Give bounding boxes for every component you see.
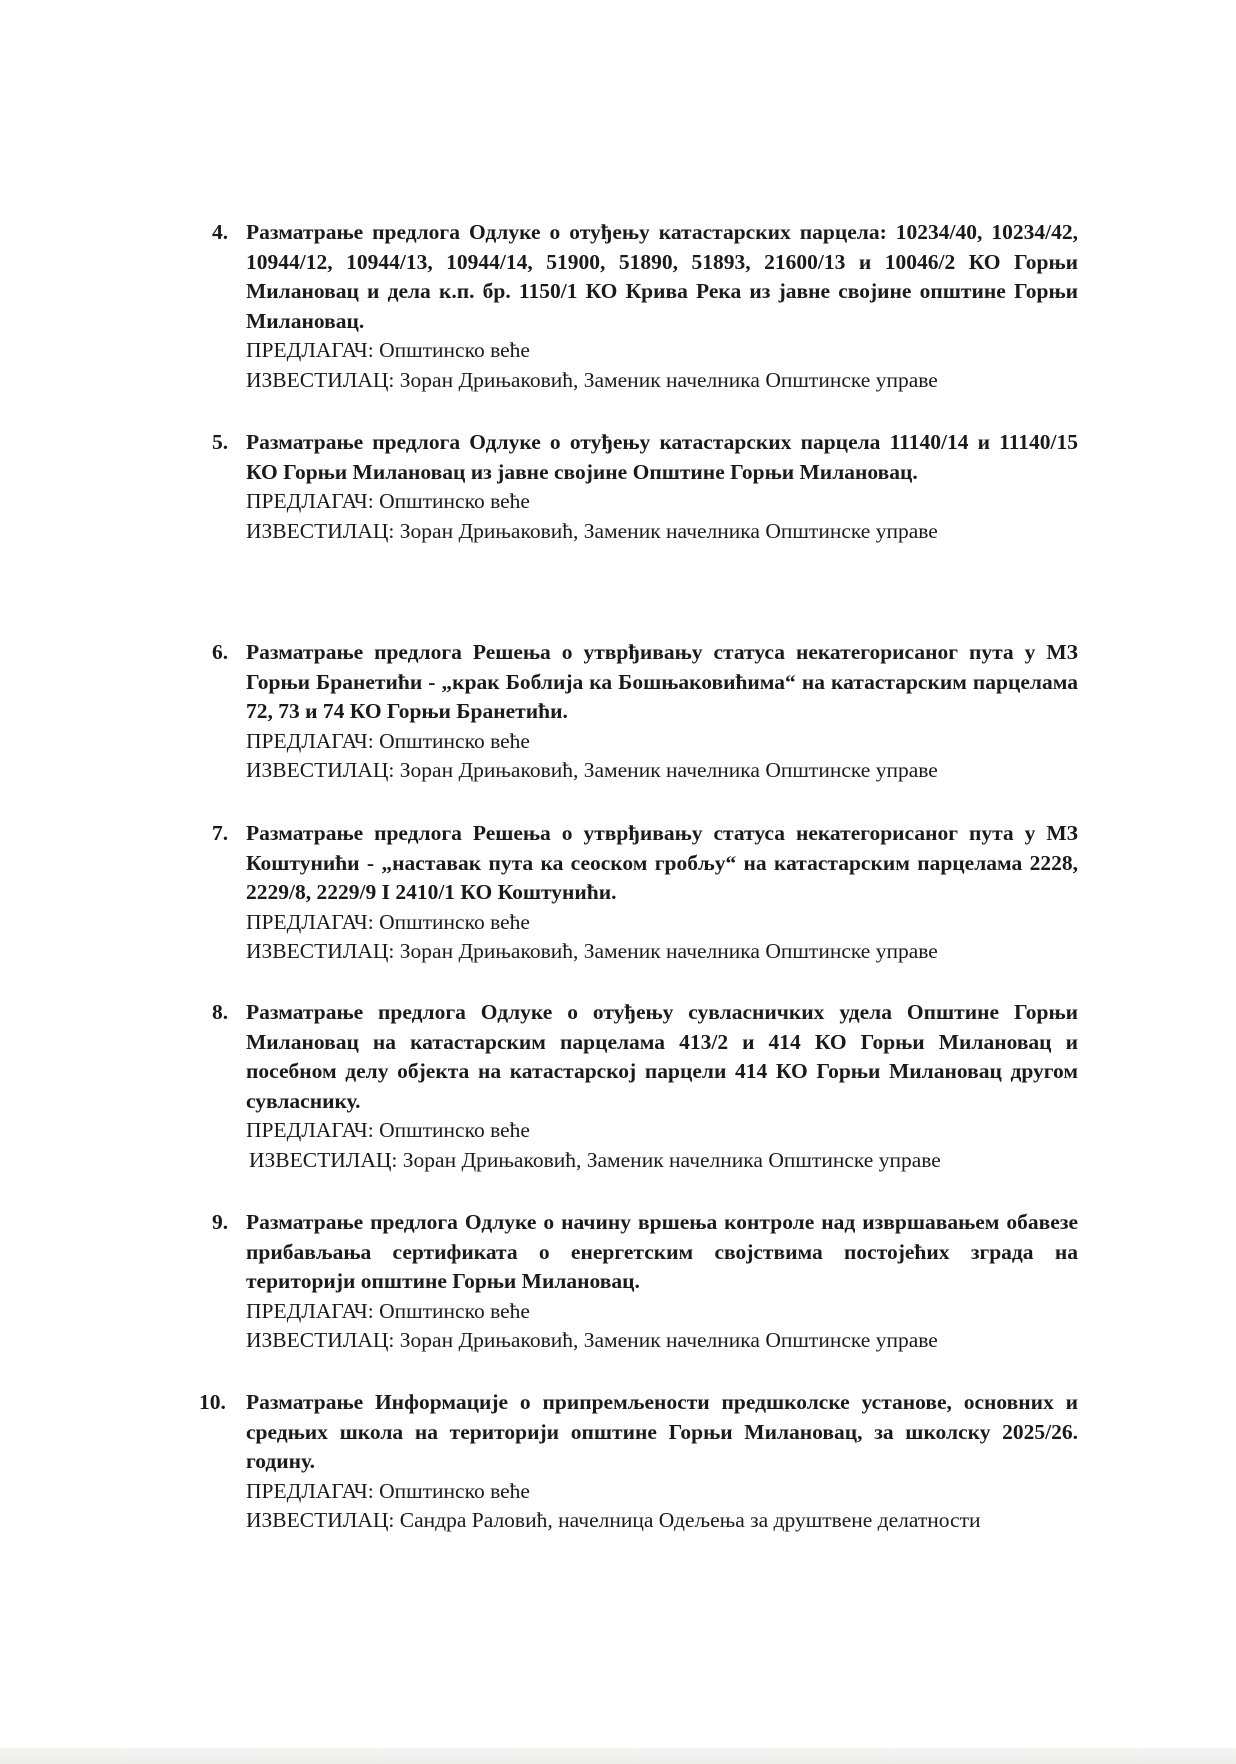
agenda-item-10 <box>199 1388 1078 1536</box>
agenda-item-proposer: ПРЕДЛАГАЧ: Општинско веће <box>246 1478 530 1503</box>
scan-bottom-edge <box>0 1748 1236 1764</box>
agenda-item-number: 8. <box>212 1000 229 1024</box>
agenda-item-rapporteur: ИЗВЕСТИЛАЦ: Сандра Раловић, начелница Одељења за друштвене делатности <box>246 1508 981 1532</box>
agenda-item-number: 10. <box>199 1390 226 1414</box>
agenda-item-proposer: ПРЕДЛАГАЧ: Општинско веће <box>246 909 530 934</box>
agenda-item-proposer: ПРЕДЛАГАЧ: Општинско веће <box>246 338 530 362</box>
agenda-item-8 <box>212 998 1078 1175</box>
agenda-item-7 <box>212 819 1078 967</box>
agenda-item-number: 5. <box>212 430 229 454</box>
agenda-item-title: Разматрање предлога Одлуке о отуђењу катастарских парцела 11140/14 и 11140/15 КО Горњи Милановац из јавне својине Општине Горњи Милановац. <box>246 430 1078 484</box>
agenda-item-proposer: ПРЕДЛАГАЧ: Општинско веће <box>246 728 530 753</box>
agenda-item-6 <box>212 638 1078 786</box>
agenda-item-number: 9. <box>212 1210 229 1234</box>
agenda-item-rapporteur: ИЗВЕСТИЛАЦ: Зоран Дрињаковић, Заменик начелника Општинске управе <box>246 1328 938 1352</box>
agenda-item-5 <box>212 428 1078 546</box>
agenda-item-rapporteur: ИЗВЕСТИЛАЦ: Зоран Дрињаковић, Заменик начелника Општинске управе <box>249 1147 941 1172</box>
agenda-item-proposer: ПРЕДЛАГАЧ: Општинско веће <box>246 1118 530 1142</box>
agenda-item-title: Разматрање предлога Одлуке о отуђењу катастарских парцела: 10234/40, 10234/42, 10944/12, 10944/13, 10944/14, 51900, 51890, 51893, 21600/13 и 10046/2 КО Горњи Милановац и дела к.п. бр. 1150/1 КО Крива Река из јавне својине општине Горњи Милановац. <box>246 220 1078 333</box>
agenda-item-proposer: ПРЕДЛАГАЧ: Општинско веће <box>246 1298 530 1323</box>
agenda-item-rapporteur: ИЗВЕСТИЛАЦ: Зоран Дрињаковић, Заменик начелника Општинске управе <box>246 518 938 543</box>
agenda-item-number: 7. <box>212 821 229 845</box>
agenda-item-rapporteur: ИЗВЕСТИЛАЦ: Зоран Дрињаковић, Заменик начелника Општинске управе <box>246 758 938 782</box>
agenda-item-9 <box>212 1208 1078 1356</box>
agenda-item-title: Разматрање предлога Одлуке о отуђењу сувласничких удела Општине Горњи Милановац на катастарским парцелама 413/2 и 414 КО Горњи Милановац и посебном делу објекта на катастарској парцели 414 КО Горњи Милановац другом сувласнику. <box>246 1000 1078 1113</box>
agenda-item-rapporteur: ИЗВЕСТИЛАЦ: Зоран Дрињаковић, Заменик начелника Општинске управе <box>246 939 938 963</box>
agenda-item-title: Разматрање Информације о припремљености предшколске установе, основних и средњих школа на територији општине Горњи Милановац, за школску 2025/26. годину. <box>246 1390 1078 1473</box>
agenda-item-title: Разматрање предлога Одлуке о начину вршења контроле над извршавањем обавезе прибављања сертификата о енергетским својствима постојећих зграда на територији општине Горњи Милановац. <box>246 1210 1078 1293</box>
agenda-item-proposer: ПРЕДЛАГАЧ: Општинско веће <box>246 489 530 513</box>
agenda-item-number: 6. <box>212 640 229 664</box>
agenda-item-number: 4. <box>212 220 229 244</box>
agenda-item-4 <box>212 218 1078 395</box>
agenda-item-title: Разматрање предлога Решења о утврђивању статуса некатегорисаног пута у МЗ Горњи Бранетићи - „крак Боблија ка Бошњаковићима“ на катастарским парцелама 72, 73 и 74 КО Горњи Бранетићи. <box>246 640 1078 723</box>
agenda-item-rapporteur: ИЗВЕСТИЛАЦ: Зоран Дрињаковић, Заменик начелника Општинске управе <box>246 367 938 392</box>
agenda-item-title: Разматрање предлога Решења о утврђивању статуса некатегорисаног пута у МЗ Коштунићи - „наставак пута ка сеоском гробљу“ на катастарским парцелама 2228, 2229/8, 2229/9 I 2410/1 КО Коштунићи. <box>246 821 1078 904</box>
